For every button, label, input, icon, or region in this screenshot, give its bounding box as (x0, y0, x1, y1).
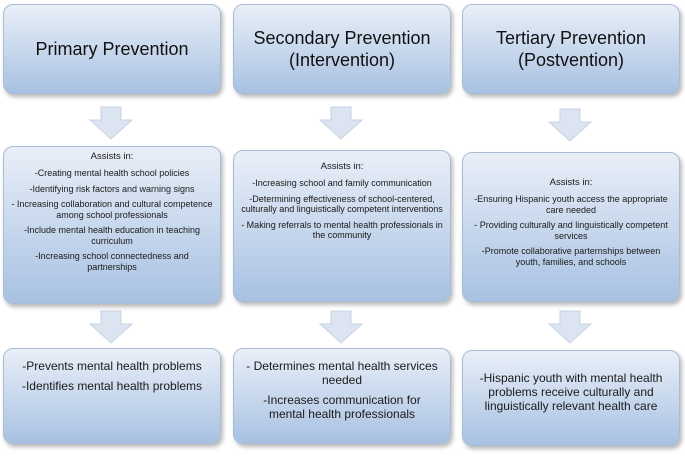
header-box (462, 4, 680, 94)
column-tertiary-prevention (462, 0, 680, 456)
assists-box (462, 152, 680, 302)
assists-box (3, 146, 221, 304)
outcome-box (3, 348, 221, 444)
header-title-line: Tertiary Prevention (495, 28, 647, 48)
assists-item: - Providing culturally and linguistically competent services (474, 220, 668, 241)
outcome-box (462, 350, 680, 446)
assists-label: Assists in: (320, 161, 364, 172)
assists-item: -Increasing school connectedness and partnerships (35, 251, 189, 272)
assists-item: -Increasing school and family communication (252, 178, 432, 188)
header-box (3, 4, 221, 94)
assists-item: -Creating mental health school policies (34, 168, 190, 178)
down-arrow-icon (548, 108, 592, 142)
assists-label: Assists in: (549, 177, 593, 188)
down-arrow-icon (89, 310, 133, 344)
header-title-line: (Intervention) (288, 50, 396, 70)
assists-label: Assists in: (90, 151, 134, 162)
column-secondary-prevention (233, 0, 451, 456)
outcome-item: -Identifies mental health problems (21, 379, 203, 393)
assists-item: -Ensuring Hispanic youth access the appropriate care needed (474, 194, 668, 215)
down-arrow-icon (89, 106, 133, 140)
header-title-line: Primary Prevention (35, 39, 189, 59)
assists-item: -Identifying risk factors and warning signs (29, 183, 195, 194)
down-arrow-icon (319, 310, 363, 344)
header-box (233, 4, 451, 94)
outcome-item: - Determines mental health services needed (246, 359, 438, 387)
assists-item: -Include mental health education in teaching curriculum (23, 225, 201, 246)
header-title-line: (Postvention) (517, 50, 625, 70)
outcome-item: -Hispanic youth with mental health problems receive culturally and linguistically relevant health care (479, 371, 663, 413)
down-arrow-icon (319, 106, 363, 140)
assists-item: - Making referrals to mental health professionals in the community (241, 219, 443, 240)
assists-item: -Determining effectiveness of school-centered, culturally and linguistically competent interventions (241, 193, 443, 214)
outcome-item: -Prevents mental health problems (22, 359, 202, 373)
outcome-box (233, 348, 451, 444)
down-arrow-icon (548, 310, 592, 344)
assists-item: -Promote collaborative parternships between youth, families, and schools (481, 246, 661, 267)
column-primary-prevention (3, 0, 221, 456)
outcome-item: -Increases communication for mental health professionals (263, 393, 421, 421)
assists-item: - Increasing collaboration and cultural competence among school professionals (11, 199, 213, 220)
header-title-line: Secondary Prevention (253, 28, 431, 48)
assists-box (233, 150, 451, 302)
